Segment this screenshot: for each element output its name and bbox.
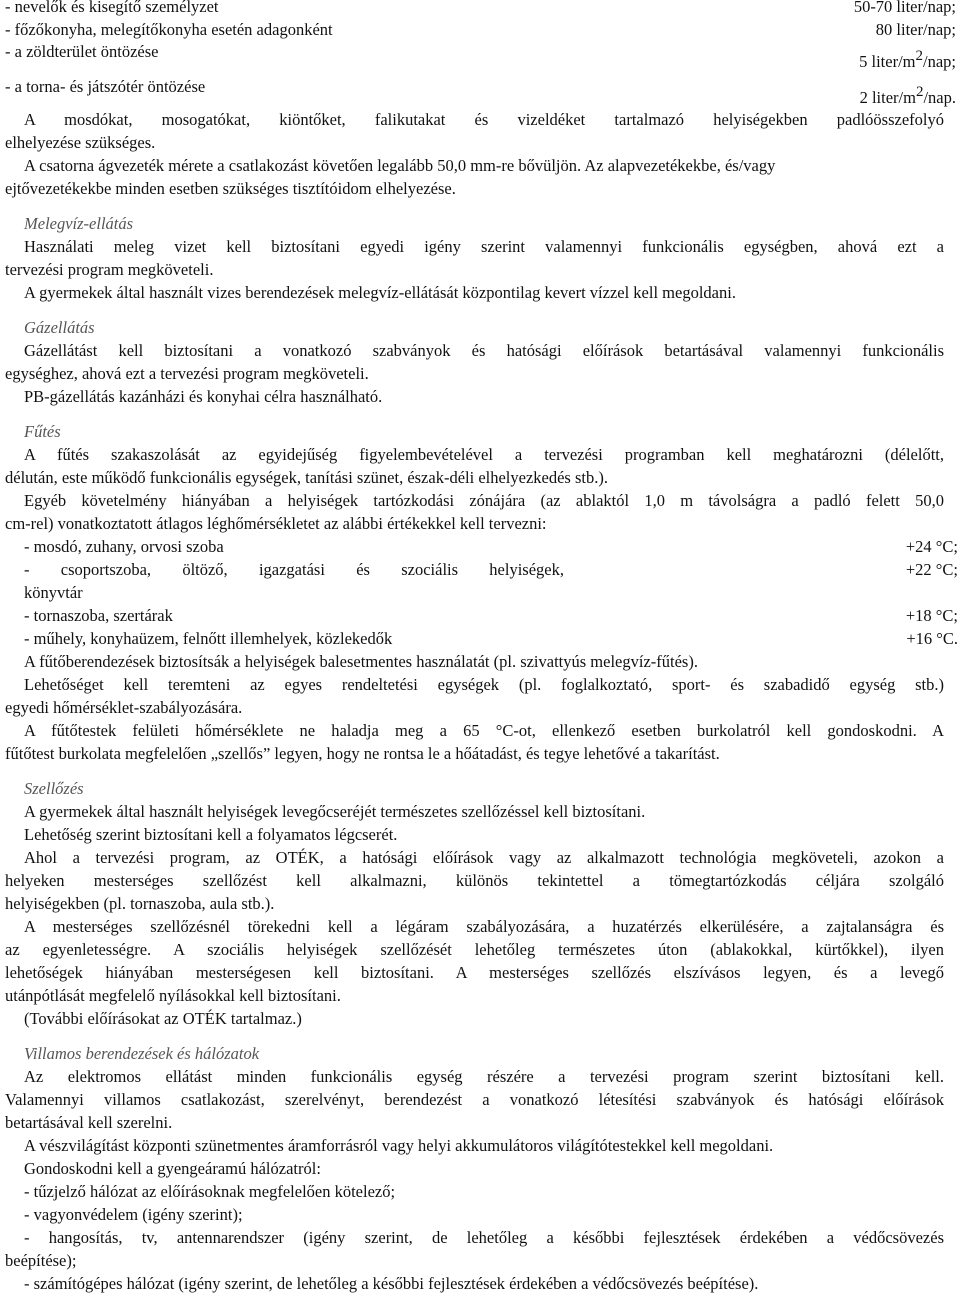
paragraph-line: A fűtés szakaszolását az egyidejűség figyelembevételével a tervezési programban kell meghatározni (délelőtt, [24, 445, 944, 464]
paragraph-line: Lehetőséget kell teremteni az egyes rendeltetési egységek (pl. foglalkoztató, sport- és szabadidő egység stb.) [24, 675, 944, 694]
list-item: - tűzjelző hálózat az előírásoknak megfelelően kötelező; [24, 1182, 396, 1201]
list-item: - számítógépes hálózat (igény szerint, de lehetőleg a későbbi fejlesztések érdekében a védőcsövezés beépítése). [24, 1274, 759, 1293]
paragraph-line: Egyéb követelmény hiányában a helyiségek tartózkodási zónájára (az ablaktól 1,0 m távolságra a padló felett 50,0 [24, 491, 944, 510]
paragraph-line: A mosdókat, mosogatókat, kiöntőket, falikutakat és vizeldéket tartalmazó helyiségekben padlóösszefolyó [24, 110, 944, 129]
paragraph-line: Ahol a tervezési program, az OTÉK, a hatósági előírások vagy az alkalmazott technológia megköveteli, azokon a [24, 848, 944, 867]
paragraph-line: betartásával kell szerelni. [5, 1113, 173, 1132]
section-heading: Melegvíz-ellátás [24, 214, 134, 233]
paragraph-line: fűtőtest burkolata megfelelően „szellős” legyen, hogy ne rontsa le a hőátadást, és tegye lehetővé a takarítást. [5, 744, 720, 763]
paragraph-line: egységhez, ahová ezt a tervezési program megköveteli. [5, 364, 369, 383]
paragraph-line: helyiségekben (pl. tornaszoba, aula stb.). [5, 894, 275, 913]
paragraph-line: A csatorna ágvezeték mérete a csatlakozást követően legalább 50,0 mm-re bővüljön. Az alapvezetékekbe, és/vagy [24, 156, 776, 175]
section-heading: Szellőzés [24, 779, 84, 798]
paragraph-line: cm-rel) vonatkoztatott átlagos léghőmérsékletet az alábbi értékekkel kell tervezni: [5, 514, 547, 533]
list-item-value: 50-70 liter/nap; [853, 0, 956, 16]
list-item-continuation: beépítése); [5, 1251, 77, 1270]
list-item-value: +16 °C. [906, 629, 958, 648]
paragraph-line: lehetőségek hiányában mesterségesen kell biztosítani. A mesterséges szellőzés elszívásos legyen, és a levegő [5, 963, 944, 982]
list-item: - mosdó, zuhany, orvosi szoba [24, 537, 224, 556]
list-item: - tornaszoba, szertárak [24, 606, 173, 625]
list-item: - a zöldterület öntözése [5, 42, 159, 61]
list-item: - hangosítás, tv, antennarendszer (igény szerint, de lehetőleg a későbbi fejlesztések érdekében a védőcsövezés [24, 1228, 944, 1247]
paragraph-line: Lehetőség szerint biztosítani kell a folyamatos légcserét. [24, 825, 398, 844]
paragraph-line: PB-gázellátás kazánházi és konyhai célra használható. [24, 387, 383, 406]
paragraph-line: utánpótlását megfelelő nyílásokkal kell biztosítani. [5, 986, 341, 1005]
list-item: - műhely, konyhaüzem, felnőtt illemhelyek, közlekedők [24, 629, 393, 648]
paragraph-line: Használati meleg vizet kell biztosítani egyedi igény szerint valamennyi funkcionális egységben, ahová ezt a [24, 237, 944, 256]
section-heading: Villamos berendezések és hálózatok [24, 1044, 260, 1063]
paragraph-line: tervezési program megköveteli. [5, 260, 214, 279]
paragraph-line: (További előírásokat az OTÉK tartalmaz.) [24, 1009, 302, 1028]
list-item: - nevelők és kisegítő személyzet [5, 0, 219, 16]
paragraph-line: elhelyezése szükséges. [5, 133, 156, 152]
list-item-value: +22 °C; [905, 560, 958, 579]
paragraph-line: A fűtőberendezések biztosítsák a helyiségek balesetmentes használatát (pl. szivattyús melegvíz-fűtés). [24, 652, 698, 671]
paragraph-line: A gyermekek által használt vizes berendezések melegvíz-ellátását központilag kevert vízzel kell megoldani. [24, 283, 736, 302]
paragraph-line: egyedi hőmérséklet-szabályozására. [5, 698, 243, 717]
list-item: - csoportszoba, öltöző, igazgatási és szociális helyiségek, [24, 560, 564, 579]
paragraph-line: helyeken mesterséges szellőzést kell alkalmazni, különös tekintettel a tömegtartózkodás céljára szolgáló [5, 871, 944, 890]
list-item-continuation: könyvtár [24, 583, 83, 602]
list-item-value: 2 liter/$m^2$/nap. [859, 83, 956, 107]
paragraph-line: A fűtőtestek felületi hőmérséklete ne haladja meg a 65 °C-ot, ellenkező esetben burkolatról kell gondoskodni. A [24, 721, 944, 740]
paragraph-line: Valamennyi villamos csatlakozást, szerelvényt, berendezést a vonatkozó létesítési szabványok és hatósági előírások [5, 1090, 944, 1109]
paragraph-line: A mesterséges szellőzésnél törekedni kell a légáram szabályozására, a huzatérzés elkerülésére, a zajtalanságra és [24, 917, 944, 936]
paragraph-line: délután, este működő funkcionális egységek, tanítási szünet, észak-déli elhelyezkedés stb.). [5, 468, 608, 487]
section-heading: Fűtés [24, 422, 61, 441]
section-heading: Gázellátás [24, 318, 95, 337]
paragraph-line: ejtővezetékekbe minden esetben szükséges tisztítóidom elhelyezése. [5, 179, 456, 198]
paragraph-line: Az elektromos ellátást minden funkcionális egység részére a tervezési program szerint biztosítani kell. [24, 1067, 944, 1086]
paragraph-line: Gázellátást kell biztosítani a vonatkozó szabványok és hatósági előírások betartásával valamennyi funkcionális [24, 341, 944, 360]
list-item: - vagyonvédelem (igény szerint); [24, 1205, 243, 1224]
paragraph-line: A vészvilágítást központi szünetmentes áramforrásról vagy helyi akkumulátoros világítótestekkel kell megoldani. [24, 1136, 774, 1155]
list-item-value: 80 liter/nap; [875, 20, 956, 39]
paragraph-line: az egyenletességre. A szociális helyiségek szellőzését lehetőleg természetes úton (ablakokkal, kürtőkkel), ilyen [5, 940, 944, 959]
paragraph-line: Gondoskodni kell a gyengeáramú hálózatról: [24, 1159, 321, 1178]
list-item-value: +24 °C; [905, 537, 958, 556]
list-item: - a torna- és játszótér öntözése [5, 77, 206, 96]
list-item-value: 5 liter/$m^2$/nap; [859, 47, 956, 71]
list-item: - főzőkonyha, melegítőkonyha esetén adagonként [5, 20, 333, 39]
list-item-value: +18 °C; [905, 606, 958, 625]
paragraph-line: A gyermekek által használt helyiségek levegőcseréjét természetes szellőzéssel kell biztosítani. [24, 802, 646, 821]
